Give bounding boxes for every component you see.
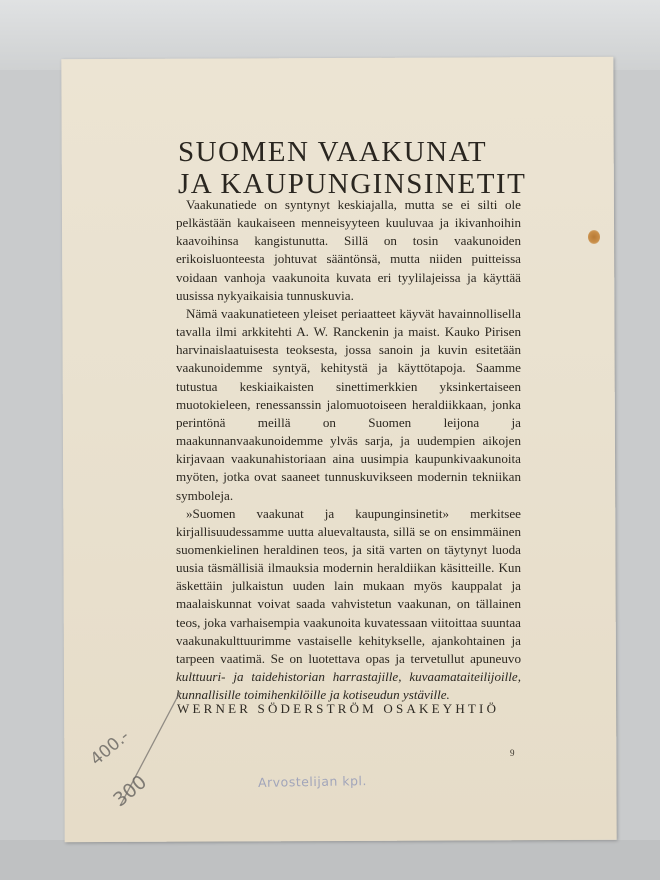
title-line-1: SUOMEN VAAKUNAT <box>178 136 488 168</box>
stain-spot <box>588 230 600 244</box>
page-number: 9 <box>510 748 515 758</box>
paragraph-2-text: Nämä vaakunatieteen yleiset periaatteet käyvät havainnollisella tavalla ilmi arkkitehti A. W. Ranckenin ja maist. Kauko Pirisen harvinaislaatuisesta teoksesta, jossa sanoin ja kuvin esitetään vaakunoidemme syntyä, kehitystä ja käyttötapoja. Saamme tutustua keskiaikaisten sinettimerkkien yksinkertaiseen muotokieleen, renessanssin jalomuotoiseen heraldiikkaan, jonka perintönä meillä on Suomen leijona ja maakunnanvaakunoidemme ylväs sarja, ja uudempien aikojen kirjavaan vaakunahistoriaan aina uusimpia kaupunkivaakunoita myöten, jotka ovat saaneet tunnuskuvikseen modernin tekniikan symboleja. <box>176 305 521 503</box>
paragraph-2 <box>176 305 521 505</box>
background-bottom <box>0 840 660 880</box>
blurb-text <box>176 196 521 704</box>
paragraph-3-text: »Suomen vaakunat ja kaupunginsinetit» merkitsee kirjallisuudessamme uutta aluevaltausta, sillä se on ensimmäinen suomenkielinen heraldinen teos, ja sitä varten on täytynyt luoda uusia täsmällisiä ilmauksia modernin heraldiikan käsitteille. Kun äskettäin julkaistun uuden lain mukaan myös kauppalat ja maalaiskunnat voivat saada vahvistetun vaakunan, on tällainen teos, joka varhaisempia vaakunoita kuvatessaan viitoittaa suuntaa vaakunakulttuurimme vastaiselle kehitykselle, ajankohtainen ja tarpeen vaatimä. Se on luotettava opas ja tervetullut apuneuvo <box>176 505 521 666</box>
paragraph-3 <box>176 505 521 705</box>
title-line-2: JA KAUPUNGINSINETIT <box>178 168 527 200</box>
book-title <box>178 136 538 200</box>
paragraph-1-text: Vaakunatiede on syntynyt keskiajalla, mutta se ei silti ole pelkästään kaukaiseen menneisyyteen kuuluvaa ja ikivanhoihin kaavoihinsa kangistunutta. Sillä on tosin vaakunoiden erikoisluonteesta johtuvat sääntönsä, mutta niiden puitteissa voidaan vanhoja vaakunoita kuvata eri tyylilajeissa ja käyttää uusissa nykyaikaisia tunnuskuvia. <box>176 197 521 303</box>
pencil-price-new: 300 <box>109 770 152 812</box>
pencil-price-old: 400.- <box>86 726 134 770</box>
publisher-name: WERNER SÖDERSTRÖM OSAKEYHTIÖ <box>177 701 500 716</box>
paragraph-3-italic: kulttuuri- ja taidehistorian harrastajille, kuvaamataiteilijoille, kunnallisille toimihenkilöille ja kotiseudun ystäville. <box>176 669 521 703</box>
reviewer-copy-stamp: Arvostelijan kpl. <box>257 773 368 790</box>
paragraph-1 <box>176 196 521 305</box>
